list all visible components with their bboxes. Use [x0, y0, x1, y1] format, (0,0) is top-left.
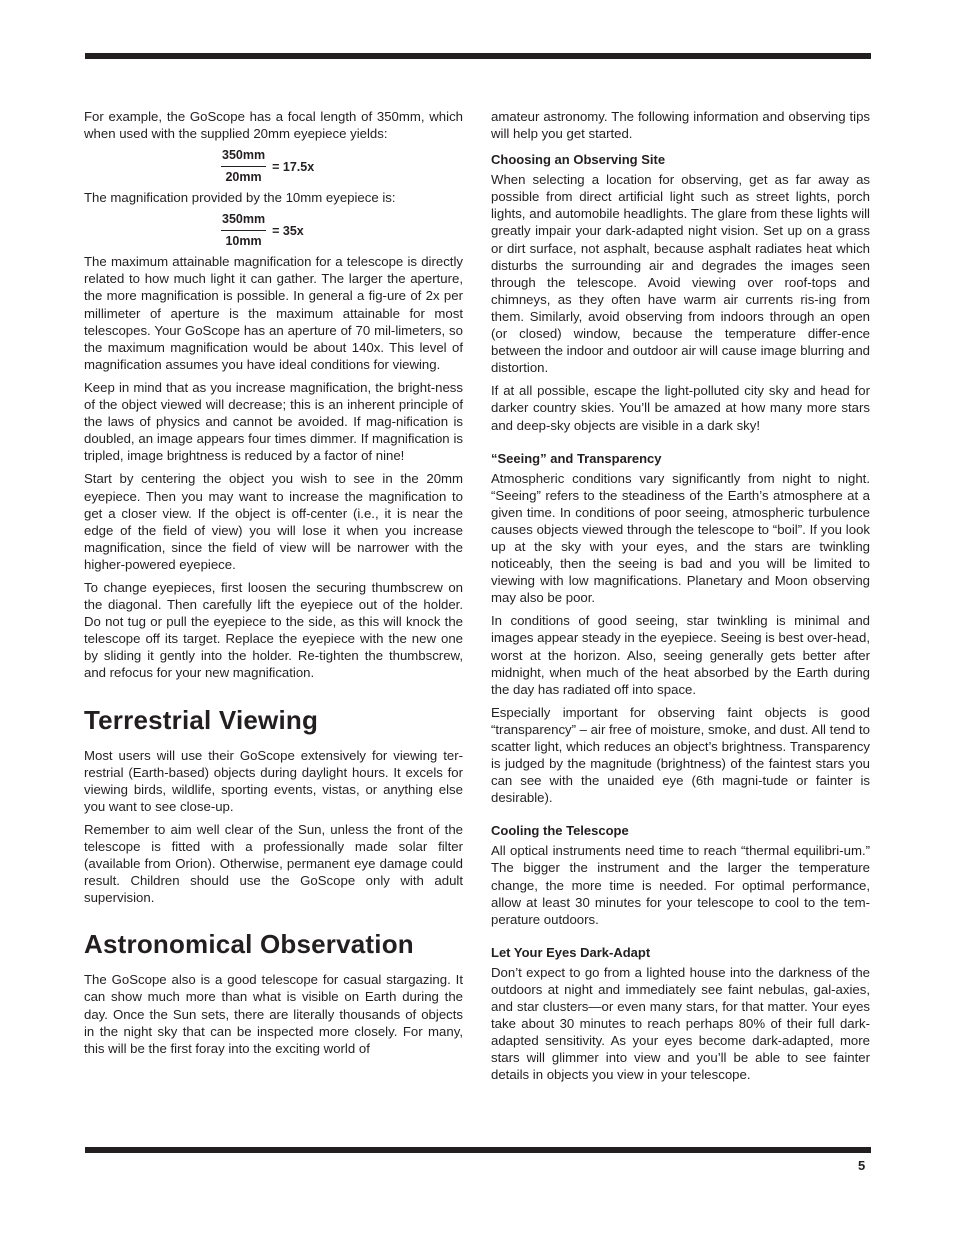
observing-site-heading: Choosing an Observing Site — [491, 152, 666, 168]
bottom-rule — [85, 1147, 871, 1153]
mid-paragraph: The magnification provided by the 10mm eyepiece is: — [84, 190, 396, 206]
fraction — [221, 148, 266, 185]
centering-paragraph: Start by centering the object you wish to see in the 20mm eyepiece. Then you may want to increase the magnification to get a closer view. If the object is off-center (i.e., it is near the edge of the field of view) you will lose it when you increase magnification, since the field of view will be narrower with the higher-powered eyepiece. — [84, 471, 463, 572]
astronomical-paragraph: The GoScope also is a good telescope for casual stargazing. It can show much more than what is visible on Earth during the day. Once the Sun sets, there are literally thousands of objects in the night sky that can be inspected more closely. For many, this will be the first foray into the exciting world of — [84, 972, 463, 1056]
fraction-numerator: 350mm — [221, 148, 266, 167]
good-seeing-paragraph: In conditions of good seeing, star twinkling is minimal and images appear steady in the eyepiece. Seeing is best over-head, worst at the horizon. Also, seeing generally gets better after midnight, when much of the heat absorbed by the Earth during the day has radiated off into space. — [491, 613, 871, 697]
formula-20mm — [221, 148, 463, 185]
eyepiece-change-paragraph: To change eyepieces, first loosen the securing thumbscrew on the diagonal. Then carefully lift the eyepiece out of the holder. Do not tug or pull the eyepiece to the side, as this will knock the telescope off its target. Replace the eyepiece with the new one by sliding it gently into the holder. Re-tighten the thumbscrew, and refocus for your new magnification. — [84, 579, 463, 681]
formula-10mm — [221, 212, 463, 249]
formula-result: = 17.5x — [272, 159, 315, 174]
brightness-paragraph: Keep in mind that as you increase magnification, the bright-ness of the object viewed will decrease; this is an inherent principle of the laws of physics and cannot be avoided. If mag-nification is doubled, an image appears four times dimmer. If magnification is tripled, image brightness is reduced by a factor of nine! — [84, 379, 463, 464]
formula-result: = 35x — [272, 223, 304, 238]
seeing-heading: “Seeing” and Transparency — [491, 450, 662, 466]
observing-site-paragraph: When selecting a location for observing, get as far away as possible from direct artificial light such as street lights, porch lights, and automobile headlights. The glare from these lights will greatly impair your dark-adapted night vision. Set up on a grass or dirt surface, not asphalt, because asphalt radiates heat which disturbs the surrounding air and degrades the images seen through the telescope. Avoid viewing over roof-tops and chimneys, as they often have warm air currents ris-ing from them. Similarly, avoid observing from indoors through an open (or closed) window, because the temperature differ-ence between the indoor and outdoor air will cause image blurring and distortion. — [491, 172, 870, 376]
dark-sky-paragraph: If at all possible, escape the light-polluted city sky and head for darker country skies. You’ll be amazed at how many more stars and deep-sky objects are visible in a dark sky! — [491, 383, 870, 433]
fraction — [221, 212, 266, 249]
fraction-denominator: 20mm — [225, 170, 262, 185]
terrestrial-paragraph: Most users will use their GoScope extensively for viewing ter-restrial (Earth-based) objects during daylight hours. It excels for viewing birds, wildlife, sporting events, vistas, or anything else you want to see close-up. — [84, 747, 463, 814]
cooling-paragraph: All optical instruments need time to reach “thermal equilibri-um.” The bigger the instrument and the larger the temperature change, the more time is needed. For optimal performance, allow at least 30 minutes for your telescope to cool to the tem-perature outdoors. — [491, 843, 870, 927]
astronomical-heading: Astronomical Observation — [84, 929, 414, 960]
top-rule — [85, 53, 871, 59]
dark-adapt-paragraph: Don’t expect to go from a lighted house into the darkness of the outdoors at night and immediately see faint nebulas, gal-axies, and star clusters—or even many stars, for that matter. Your eyes take about 30 minutes to reach perhaps 80% of their full dark-adapted sensitivity. As your eyes become dark-adapted, more stars will glimmer into view and you’ll be able to see fainter details in objects you view in your telescope. — [491, 964, 870, 1083]
transparency-paragraph: Especially important for observing faint objects is good “transparency” – air free of moisture, smoke, and dust. All tend to scatter light, which reduces an object’s brightness. Transparency is judged by the magnitude (brightness) of the faintest stars you can see with the unaided eye (6th magni-tude or fainter is desirable). — [491, 704, 870, 806]
dark-adapt-heading: Let Your Eyes Dark-Adapt — [491, 944, 651, 960]
fraction-denominator: 10mm — [225, 234, 262, 249]
right-column — [491, 108, 870, 1090]
magnification-paragraph: The maximum attainable magnification for a telescope is directly related to how much light it can gather. The larger the aperture, the more magnification is possible. In general a fig-ure of 2x per millimeter of aperture is the maximum attainable for most telescopes. Your GoScope has an aperture of 70 mil-limeters, so the maximum magnification would be about 140x. This level of magnification assumes you have ideal conditions for viewing. — [84, 254, 463, 372]
terrestrial-heading: Terrestrial Viewing — [84, 704, 319, 735]
fraction-numerator: 350mm — [221, 212, 266, 231]
page-number: 5 — [858, 1158, 866, 1173]
cooling-heading: Cooling the Telescope — [491, 823, 629, 839]
continuation-paragraph: amateur astronomy. The following information and observing tips will help you get started. — [491, 109, 870, 142]
sun-warning-paragraph: Remember to aim well clear of the Sun, unless the front of the telescope is fitted with a professionally made solar filter (available from Orion). Otherwise, permanent eye damage could result. Children should use the GoScope only with adult supervision. — [84, 821, 463, 906]
seeing-paragraph: Atmospheric conditions vary significantly from night to night. “Seeing” refers to the steadiness of the Earth’s atmosphere at a given time. In conditions of poor seeing, atmospheric turbulence causes objects viewed through the telescope to “boil”. If you look up at the sky with your eyes, and the stars are twinkling noticeably, then the seeing is bad and you will be limited to viewing with low magnifications. Planetary and Moon observing may also be poor. — [491, 470, 870, 606]
intro-paragraph: For example, the GoScope has a focal length of 350mm, which when used with the supplied 20mm eyepiece yields: — [84, 109, 463, 142]
left-column — [84, 108, 463, 1063]
